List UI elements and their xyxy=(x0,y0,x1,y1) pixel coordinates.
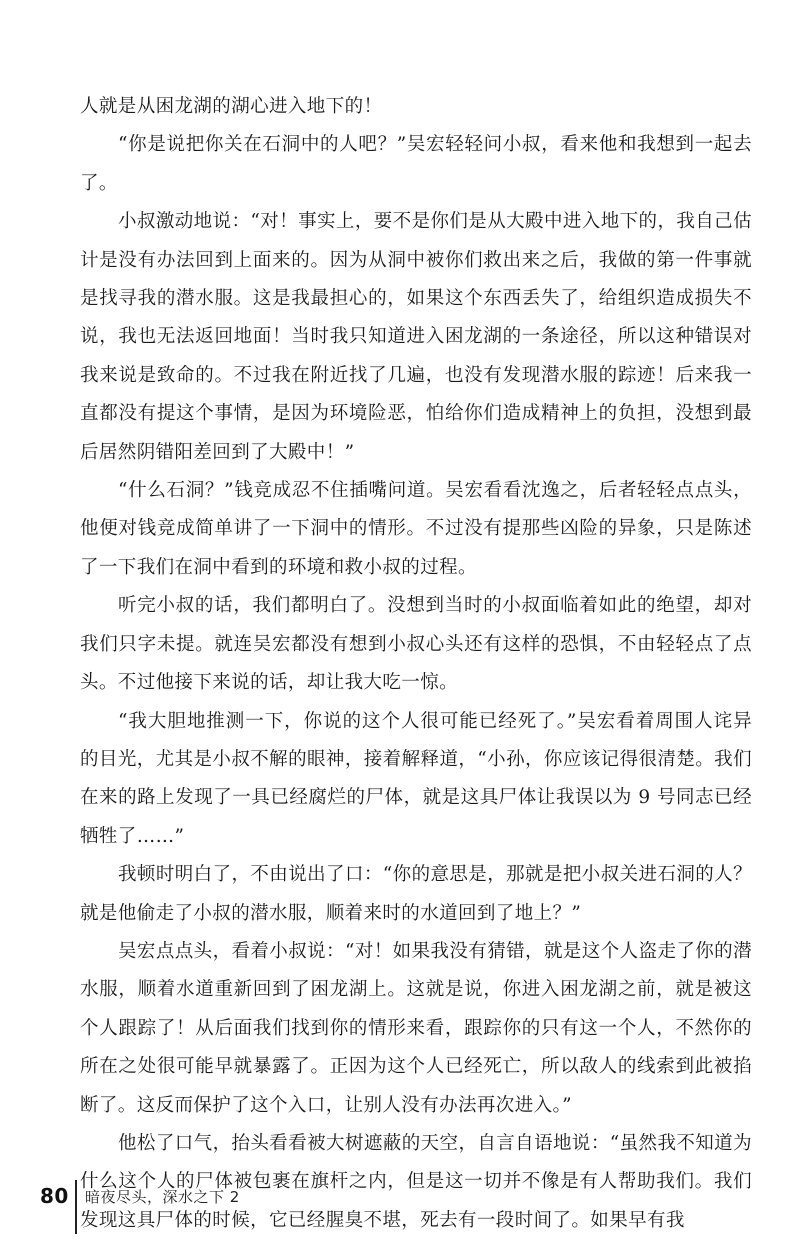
running-title: 暗夜尽头，深水之下 2 xyxy=(85,1188,240,1206)
paragraph-4: “什么石洞？”钱竞成忍不住插嘴问道。吴宏看看沈逸之，后者轻轻点点头，他便对钱竞成简单讲了一下洞中的情形。不过没有提那些凶险的异象，只是陈述了一下我们在洞中看到的环境和救小叔的过程。 xyxy=(80,480,752,578)
page-footer xyxy=(40,1180,740,1234)
paragraph-8: 吴宏点点头，看着小叔说：“对！如果我没有猜错，就是这个人盗走了你的潜水服，顺着水道重新回到了困龙湖上。这就是说，你进入困龙湖之前，就是被这个人跟踪了！从后面我们找到你的情形来看，跟踪你的只有这一个人，不然你的所在之处很可能早就暴露了。正因为这个人已经死亡，所以敌人的线索到此被掐断了。这反而保护了这个入口，让别人没有办法再次进入。” xyxy=(80,940,752,1116)
paragraph-5: 听完小叔的话，我们都明白了。没想到当时的小叔面临着如此的绝望，却对我们只字未提。就连吴宏都没有想到小叔心头还有这样的恐惧，不由轻轻点了点头。不过他接下来说的话，却让我大吃一惊。 xyxy=(80,595,752,694)
paragraph-6: “我大胆地推测一下，你说的这个人很可能已经死了。”吴宏看着周围人诧异的目光，尤其是小叔不解的眼神，接着解释道，“小孙，你应该记得很清楚。我们在来的路上发现了一具已经腐烂的尸体，就是这具尸体让我误以为 9 号同志已经牺牲了……” xyxy=(80,710,752,847)
paragraph-3: 小叔激动地说：“对！事实上，要不是你们是从大殿中进入地下的，我自己估计是没有办法回到上面来的。因为从洞中被你们救出来之后，我做的第一件事就是找寻我的潜水服。这是我最担心的，如果这个东西丢失了，给组织造成损失不说，我也无法返回地面！当时我只知道进入困龙湖的一条途径，所以这种错误对我来说是致命的。不过我在附近找了几遍，也没有发现潜水服的踪迹！后来我一直都没有提这个事情，是因为环境险恶，怕给你们造成精神上的负担，没想到最后居然阴错阳差回到了大殿中！” xyxy=(80,211,752,463)
paragraph-1: 人就是从困龙湖的湖心进入地下的！ xyxy=(80,96,383,117)
paragraph-7: 我顿时明白了，不由说出了口：“你的意思是，那就是把小叔关进石洞的人？就是他偷走了小叔的潜水服，顺着来时的水道回到了地上？” xyxy=(80,864,752,924)
page-number: 80 xyxy=(40,1184,69,1208)
footer-divider xyxy=(75,1180,77,1234)
paragraph-2: “你是说把你关在石洞中的人吧？”吴宏轻轻问小叔，看来他和我想到一起去了。 xyxy=(80,134,752,194)
paragraph-9: 他松了口气，抬头看看被大树遮蔽的天空，自言自语地说：“虽然我不知道为什么这个人的尸体被包裹在旗杆之内，但是这一切并不像是有人帮助我们。我们发现这具尸体的时候，它已经腥臭不堪，死去有一段时间了。如果早有我 xyxy=(80,1132,752,1231)
body-text xyxy=(80,88,752,1240)
